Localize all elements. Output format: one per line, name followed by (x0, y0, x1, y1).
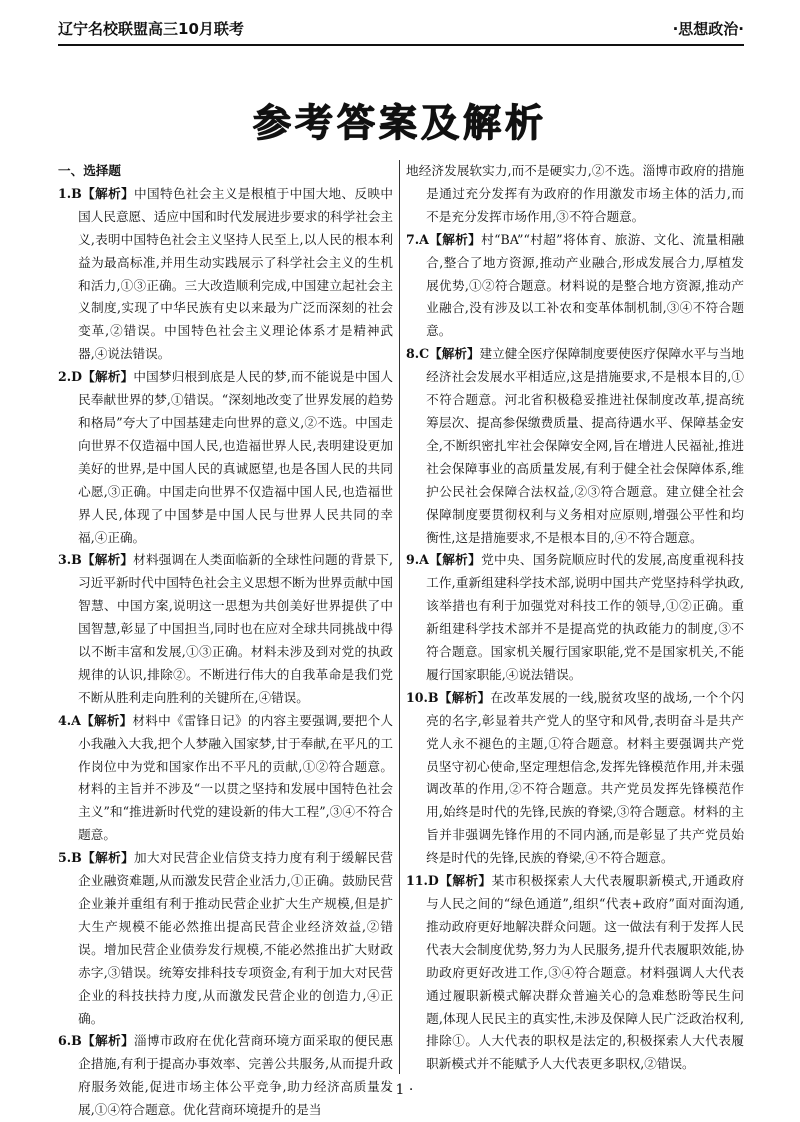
right-column (406, 160, 744, 1076)
analysis-text: 党中央、国务院顺应时代的发展,高度重视科技工作,重新组建科学技术部,说明中国共产党坚持科学执政,该举措也有利于加强党对科技工作的领导,①②正确。重新组建科学技术部并不是提高党的执政能力的制度,③不符合题意。国家机关履行国家职能,党不是国家机关,不能履行国家职能,④说法错误。 (426, 552, 744, 682)
analysis-text: 材料中《雷锋日记》的内容主要强调,要把个人小我融入大我,把个人梦融入国家梦,甘于奉献,在平凡的工作岗位中为党和国家作出不平凡的贡献,①②符合题意。材料的主旨并不涉及“一以贯之坚持和发展中国特色社会主义”和“推进新时代党的建设新的伟大工程”,③④不符合题意。 (78, 712, 393, 843)
subject-label: ·思想政治· (672, 20, 744, 38)
answer-item-9 (406, 549, 744, 686)
answer-number: 8.C (406, 346, 430, 362)
answer-item-6 (58, 1030, 393, 1122)
analysis-tag: 【解析】 (81, 185, 135, 201)
analysis-text: 某市积极探索人大代表履职新模式,开通政府与人民之间的“绿色通道”,组织“代表+政府”面对面沟通,推动政府更好地解决群众问题。这一做法有利于发挥人民代表大会制度优势,努力为人民服务,提升代表履职效能,协助政府更好改进工作,③④符合题意。材料强调人大代表通过履职新模式解决群众普遍关心的急难愁盼等民生问题,体现人民民主的真实性,未涉及保障人民广泛政治权利,排除①。人大代表的职权是法定的,积极探索人大代表履职新模式并不能赋予人大代表更多职权,②错误。 (426, 873, 745, 1072)
section-title: 一、选择题 (58, 163, 121, 178)
analysis-tag: 【解析】 (429, 346, 480, 362)
left-column (58, 160, 393, 1122)
answer-item-5 (58, 847, 393, 1030)
analysis-text: 中国梦归根到底是人民的梦,而不能说是中国人民奉献世界的梦,①错误。“深刻地改变了世界发展的趋势和格局”夸大了中国基建走向世界的意义,②不选。中国走向世界不仅造福中国人民,也造福世界人民,表明建设更加美好的世界,是中国人民的真诚愿望,也是各国人民的共同心愿,③正确。中国走向世界不仅造福中国人民,也造福世界人民,体现了中国梦是中国人民与世界人民共同的幸福,④正确。 (78, 369, 393, 545)
answer-item-8 (406, 343, 744, 549)
page-number: · 1 · (386, 1082, 414, 1098)
exam-title: 辽宁名校联盟高三10月联考 (58, 20, 244, 38)
answer-number: 4.A (58, 712, 81, 728)
answer-number: 10.B (406, 689, 439, 705)
analysis-text: 村“BA”“村超”将体育、旅游、文化、流量相融合,整合了地方资源,推动产业融合,形成发展合力,厚植发展优势,①②符合题意。材料说的是整合地方资源,推动产业融合,没有涉及以工补农和变革体制机制,③④不符合题意。 (426, 231, 744, 339)
analysis-text: 在改革发展的一线,脱贫攻坚的战场,一个个闪亮的名字,彰显着共产党人的坚守和风骨,表明奋斗是共产党人永不褪色的主题,①符合题意。材料主要强调共产党员坚守初心使命,坚定理想信念,发挥先锋模范作用,并未强调改革的作用,②不符合题意。共产党员发挥先锋模范作用,始终是时代的先锋,民族的脊梁,③符合题意。材料的主旨并非强调先锋作用的不同内涵,而是彰显了共产党员始终是时代的先锋,民族的脊梁,④不符合题意。 (426, 689, 745, 866)
analysis-tag: 【解析】 (438, 689, 491, 705)
analysis-tag: 【解析】 (428, 231, 482, 247)
analysis-text: 建立健全医疗保障制度要使医疗保障水平与当地经济社会发展水平相适应,这是措施要求,不是根本目的,①不符合题意。河北省积极稳妥推进社保制度改革,提高统筹层次、提高参保缴费质量、提高待遇水平、保障基金安全,不断织密扎牢社会保障安全网,旨在增进人民福祉,推进社会保障事业的高质量发展,有利于健全社会保障体系,维护公民社会保障合法权益,②③符合题意。建立健全社会保障制度要贯彻权利与义务相对应原则,增强公平性和均衡性,这是措施要求,不是根本目的,④不符合题意。 (426, 346, 745, 545)
answer-number: 5.B (58, 850, 82, 866)
analysis-text: 加大对民营企业信贷支持力度有利于缓解民营企业融资难题,从而激发民营企业活力,①正确。鼓励民营企业兼并重组有利于推动民营企业扩大生产规模,但是扩大生产规模不能必然推出提高民营企业经济效益,②错误。增加民营企业债券发行规模,不能必然推出扩大财政赤字,③错误。统筹安排科技专项资金,有利于加大对民营企业的科技扶持力度,从而激发民营企业的创造力,④正确。 (78, 850, 394, 1026)
analysis-tag: 【解析】 (82, 369, 134, 385)
answer-item-7 (406, 229, 744, 344)
analysis-text: 淄博市政府在优化营商环境方面采取的便民惠企措施,有利于提高办事效率、完善公共服务,从而提升政府服务效能,促进市场主体公平竞争,助力经济高质量发展,①④符合题意。优化营商环境提升的是当 (78, 1033, 394, 1118)
answer-number: 7.A (406, 231, 429, 247)
analysis-tag: 【解析】 (428, 552, 482, 568)
answer-number: 9.A (406, 552, 429, 568)
answer-number: 3.B (58, 552, 82, 568)
answer-item-2 (58, 366, 393, 549)
answer-number: 6.B (58, 1033, 82, 1049)
answer-item-4 (58, 710, 393, 847)
page-header (58, 14, 744, 46)
answer-item-10 (406, 687, 744, 870)
analysis-tag: 【解析】 (438, 873, 492, 889)
analysis-tag: 【解析】 (81, 552, 134, 568)
answer-item-3 (58, 549, 393, 709)
analysis-tag: 【解析】 (81, 1033, 135, 1049)
answer-number: 1.B (58, 185, 82, 201)
analysis-tag: 【解析】 (80, 712, 133, 728)
answer-number: 2.D (58, 369, 83, 385)
analysis-text: 材料强调在人类面临新的全球性问题的背景下,习近平新时代中国特色社会主义思想不断为世界贡献中国智慧、中国方案,说明这一思想为共创美好世界提供了中国智慧,彰显了中国担当,同时也在应对全球共同挑战中得以不断丰富和发展,①③正确。材料未涉及到对党的执政规律的认识,排除②。不断进行伟大的自我革命是我们党不断从胜利走向胜利的关键所在,④错误。 (78, 552, 394, 705)
answer-item-1 (58, 183, 393, 366)
answer-item-6-continued (406, 160, 744, 229)
analysis-text: 中国特色社会主义是根植于中国大地、反映中国人民意愿、适应中国和时代发展进步要求的科学社会主义,表明中国特色社会主义坚持人民至上,以人民的根本利益为最高标准,并用生动实践展示了科学社会主义的生机和活力,①③正确。三大改造顺利完成,中国建立起社会主义制度,实现了中华民族有史以来最为广泛而深刻的社会变革,②错误。中国特色社会主义理论体系才是精神武器,④说法错误。 (78, 185, 394, 362)
column-divider (399, 160, 400, 1074)
analysis-text: 地经济发展软实力,而不是硬实力,②不选。淄博市政府的措施是通过充分发挥有为政府的作用激发市场主体的活力,而不是充分发挥市场作用,③不符合题意。 (406, 163, 744, 224)
answer-number: 11.D (406, 873, 439, 889)
answer-item-11 (406, 870, 744, 1076)
analysis-tag: 【解析】 (81, 850, 135, 866)
page-title: 参考答案及解析 (252, 101, 547, 145)
